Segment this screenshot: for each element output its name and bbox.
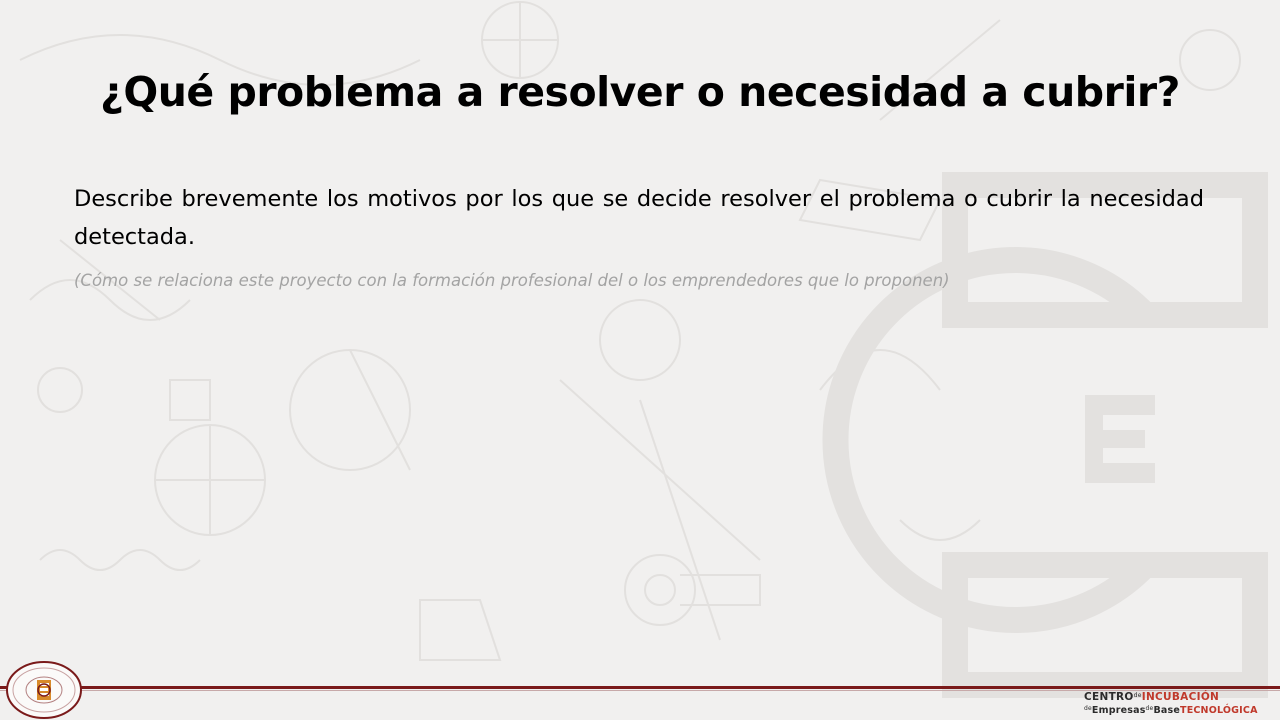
institutional-seal-icon xyxy=(4,658,84,720)
cie-brand-logo xyxy=(1080,690,1280,720)
brand-line-2 xyxy=(1084,705,1258,716)
brand-base: Base xyxy=(1153,705,1181,716)
brand-incubacion: INCUBACIÓN xyxy=(1141,691,1220,703)
slide-body-text: Describe brevemente los motivos por los que se decide resolver el problema o cubrir la necesidad detectada. xyxy=(74,186,1204,250)
brand-de-3: de xyxy=(1145,705,1154,712)
brand-line-1 xyxy=(1084,691,1219,703)
brand-de-1: de xyxy=(1133,692,1142,699)
slide-hint-text: (Cómo se relaciona este proyecto con la formación profesional del o los emprendedores que lo proponen) xyxy=(74,271,950,290)
brand-de-2: de xyxy=(1084,705,1092,712)
brand-tecnologica: TECNOLÓGICA xyxy=(1180,705,1258,716)
brand-empresas: Empresas xyxy=(1091,705,1146,716)
footer-divider xyxy=(0,686,1280,689)
slide-title: ¿Qué problema a resolver o necesidad a cubrir? xyxy=(100,68,1180,116)
brand-centro: CENTRO xyxy=(1084,691,1134,703)
